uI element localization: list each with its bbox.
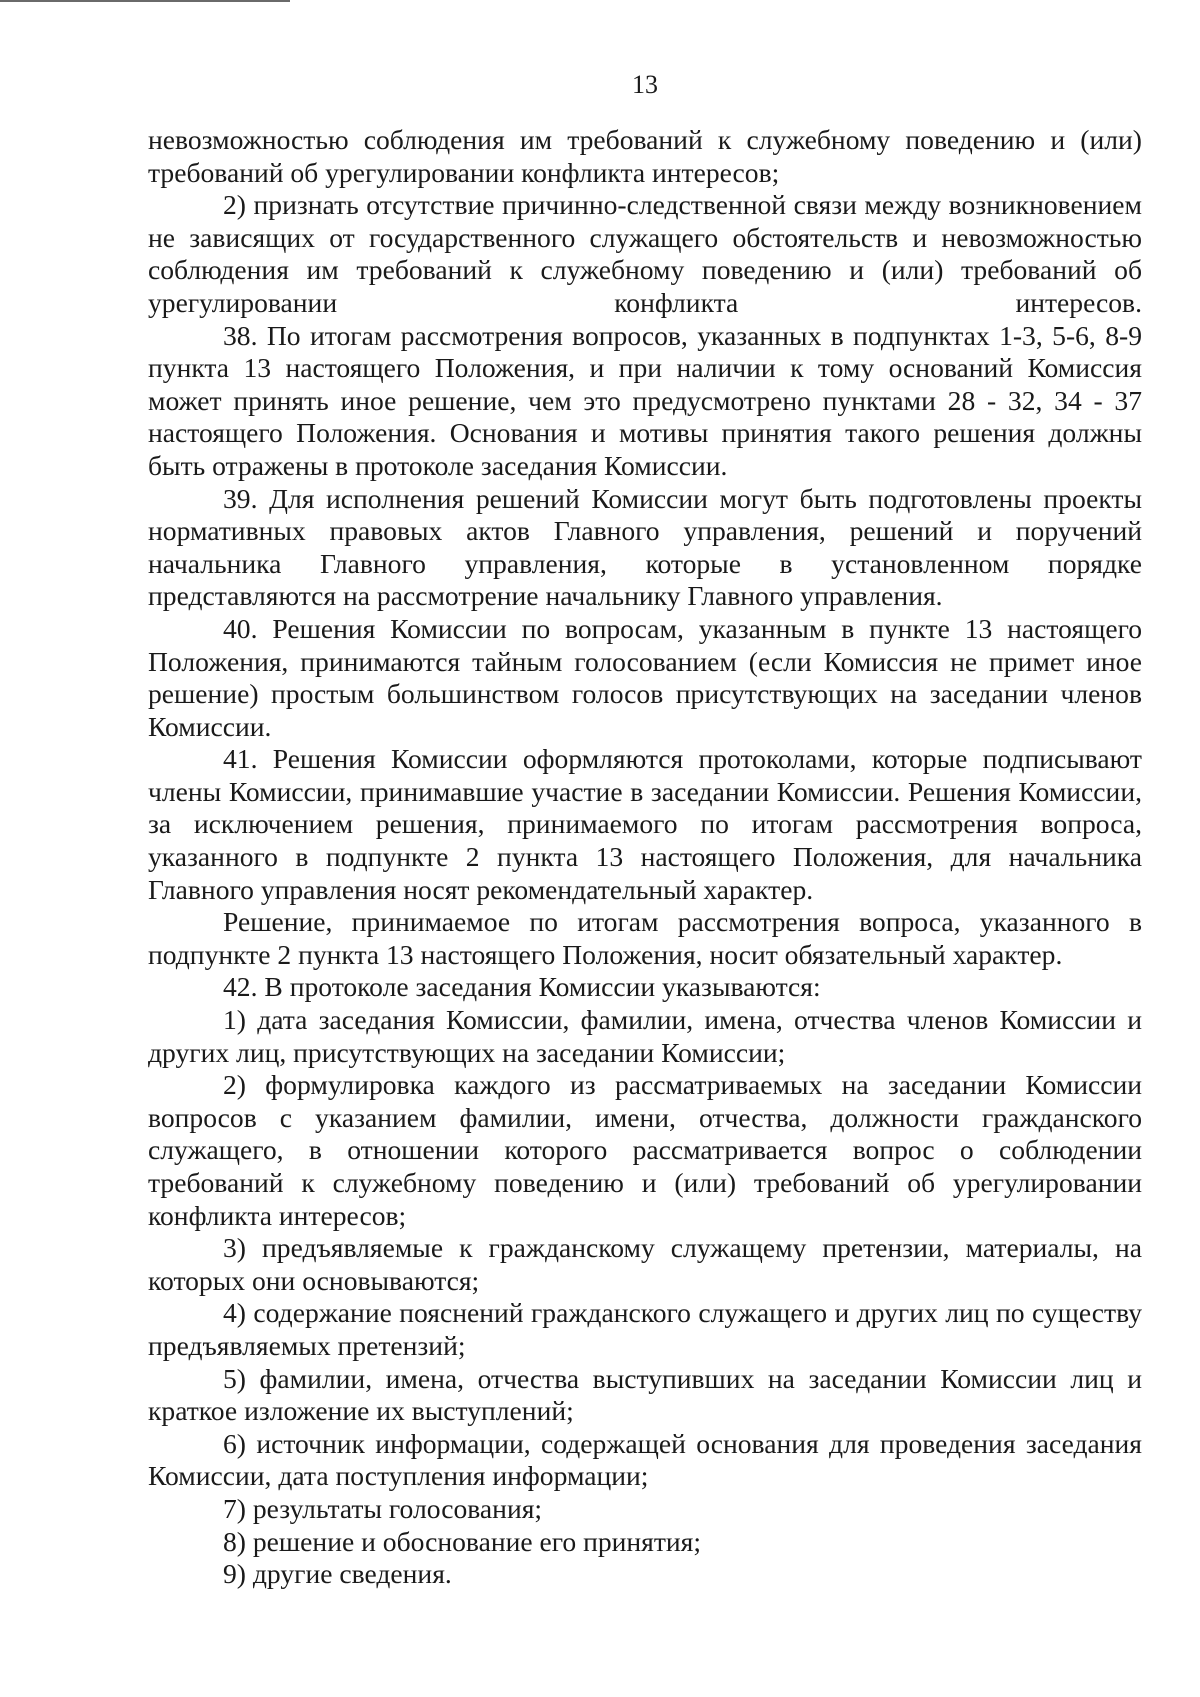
document-body xyxy=(148,124,1142,1591)
paragraph-38: 38. По итогам рассмотрения вопросов, указанных в подпунктах 1-3, 5-6, 8-9 пункта 13 настоящего Положения, и при наличии к тому оснований Комиссия может принять иное решение, чем это предусмотрено пунктами 28 - 32, 34 - 37 настоящего Положения. Основания и мотивы принятия такого решения должны быть отражены в протоколе заседания Комиссии. xyxy=(148,319,1142,481)
list-item-2: 2) формулировка каждого из рассматриваемых на заседании Комиссии вопросов с указанием фамилии, имени, отчества, должности гражданского служащего, в отношении которого рассматривается вопрос о соблюдении требований к служебному поведению и (или) требований об урегулировании конфликта интересов; xyxy=(148,1069,1142,1231)
list-item-6: 6) источник информации, содержащей основания для проведения заседания Комиссии, дата поступления информации; xyxy=(148,1427,1142,1492)
list-item-8: 8) решение и обоснование его принятия; xyxy=(223,1525,702,1557)
paragraph-41: 41. Решения Комиссии оформляются протоколами, которые подписывают члены Комиссии, принимавшие участие в заседании Комиссии. Решения Комиссии, за исключением решения, принимаемого по итогам рассмотрения вопроса, указанного в подпункте 2 пункта 13 настоящего Положения, для начальника Главного управления носят рекомендательный характер. xyxy=(148,743,1142,905)
list-item-3: 3) предъявляемые к гражданскому служащему претензии, материалы, на которых они основываются; xyxy=(148,1232,1142,1296)
list-item-5: 5) фамилии, имена, отчества выступивших на заседании Комиссии лиц и краткое изложение их выступлений; xyxy=(148,1362,1142,1427)
paragraph-40: 40. Решения Комиссии по вопросам, указанным в пункте 13 настоящего Положения, принимаются тайным голосованием (если Комиссия не примет иное решение) простым большинством голосов присутствующих на заседании членов Комиссии. xyxy=(148,612,1142,742)
list-item-7: 7) результаты голосования; xyxy=(223,1492,543,1524)
paragraph-item-2: 2) признать отсутствие причинно-следственной связи между возникновением не зависящих от государственного служащего обстоятельств и невозможностью соблюдения им требований к служебному поведению и (или) требований об урегулировании конфликта интересов. xyxy=(148,189,1142,318)
paragraph-42: 42. В протоколе заседания Комиссии указываются: xyxy=(223,971,821,1003)
scan-edge-line xyxy=(0,0,290,2)
paragraph-continuation: невозможностью соблюдения им требований к служебному поведению и (или) требований об урегулировании конфликта интересов; xyxy=(148,124,1142,188)
paragraph-39: 39. Для исполнения решений Комиссии могут быть подготовлены проекты нормативных правовых актов Главного управления, решений и поручений начальника Главного управления, которые в установленном порядке представляются на рассмотрение начальнику Главного управления. xyxy=(148,482,1142,612)
document-page xyxy=(148,70,1142,1591)
list-item-4: 4) содержание пояснений гражданского служащего и других лиц по существу предъявляемых претензий; xyxy=(148,1297,1142,1361)
list-item-1: 1) дата заседания Комиссии, фамилии, имена, отчества членов Комиссии и других лиц, присутствующих на заседании Комиссии; xyxy=(148,1004,1142,1068)
paragraph-41-decision: Решение, принимаемое по итогам рассмотрения вопроса, указанного в подпункте 2 пункта 13 настоящего Положения, носит обязательный характер. xyxy=(148,906,1142,970)
list-item-9: 9) другие сведения. xyxy=(223,1558,452,1590)
page-number: 13 xyxy=(632,70,658,99)
